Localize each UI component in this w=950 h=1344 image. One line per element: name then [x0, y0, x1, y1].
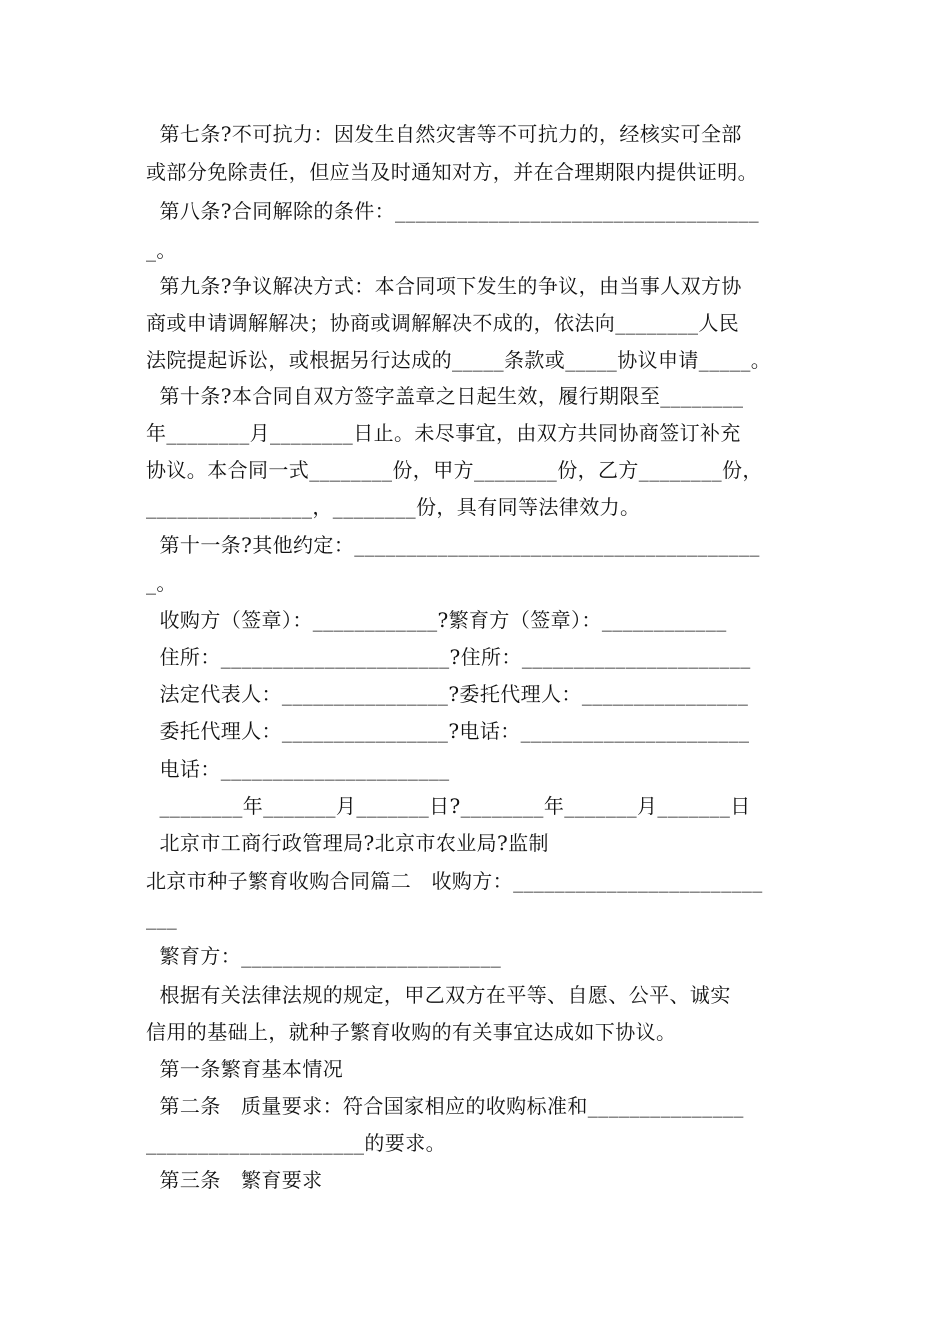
preamble-line-2: 信用的基础上，就种子繁育收购的有关事宜达成如下协议。 [146, 1020, 677, 1044]
article-10-line-2: 年________月________日止。未尽事宜，由双方共同协商签订补充 [146, 421, 741, 445]
contract-2-title-cont: ___ [146, 906, 178, 930]
supervisor-line: 北京市工商行政管理局?北京市农业局?监制 [146, 831, 549, 855]
article-10-line-3: 协议。本合同一式________份，甲方________份，乙方________份， [146, 458, 763, 482]
article-8-line-1: 第八条?合同解除的条件：___________________________________ [146, 199, 760, 223]
article-9-line-3: 法院提起诉讼，或根据另行达成的_____条款或_____协议申请_____。 [146, 348, 772, 372]
signature-legal-rep: 法定代表人：________________?委托代理人：________________ [146, 682, 749, 706]
preamble-line-1: 根据有关法律法规的规定，甲乙双方在平等、自愿、公平、诚实 [146, 983, 731, 1007]
signature-phone: 电话：______________________ [146, 757, 450, 781]
article-3-heading: 第三条 繁育要求 [146, 1168, 323, 1192]
article-11-line-1: 第十一条?其他约定：_______________________________________ [146, 533, 760, 557]
breeder-line: 繁育方：_________________________ [146, 944, 502, 968]
article-9-line-2: 商或申请调解解决；协商或调解解决不成的，依法向________人民 [146, 311, 740, 335]
signature-agent-phone: 委托代理人：________________?电话：______________________ [146, 719, 750, 743]
article-7-line-1: 第七条?不可抗力：因发生自然灾害等不可抗力的，经核实可全部 [146, 122, 742, 146]
article-1-heading: 第一条繁育基本情况 [146, 1057, 344, 1081]
article-11-line-2: _。 [146, 571, 177, 595]
signature-dates: ________年_______月_______日?________年_______月_______日 [146, 794, 751, 818]
article-9-line-1: 第九条?争议解决方式：本合同项下发生的争议，由当事人双方协 [146, 274, 742, 298]
article-10-line-1: 第十条?本合同自双方签字盖章之日起生效，履行期限至________ [146, 384, 744, 408]
article-10-line-4: ________________，________份，具有同等法律效力。 [146, 495, 641, 519]
signature-address: 住所：______________________?住所：______________________ [146, 645, 751, 669]
signature-parties: 收购方（签章）：____________?繁育方（签章）：____________ [146, 608, 727, 632]
article-8-line-2: _。 [146, 238, 177, 262]
article-7-line-2: 或部分免除责任，但应当及时通知对方，并在合理期限内提供证明。 [146, 160, 758, 184]
article-2-line-2: _____________________的要求。 [146, 1131, 446, 1155]
contract-2-title: 北京市种子繁育收购合同篇二 收购方：________________________ [146, 869, 763, 893]
article-2-line-1: 第二条 质量要求：符合国家相应的收购标准和_______________ [146, 1094, 744, 1118]
